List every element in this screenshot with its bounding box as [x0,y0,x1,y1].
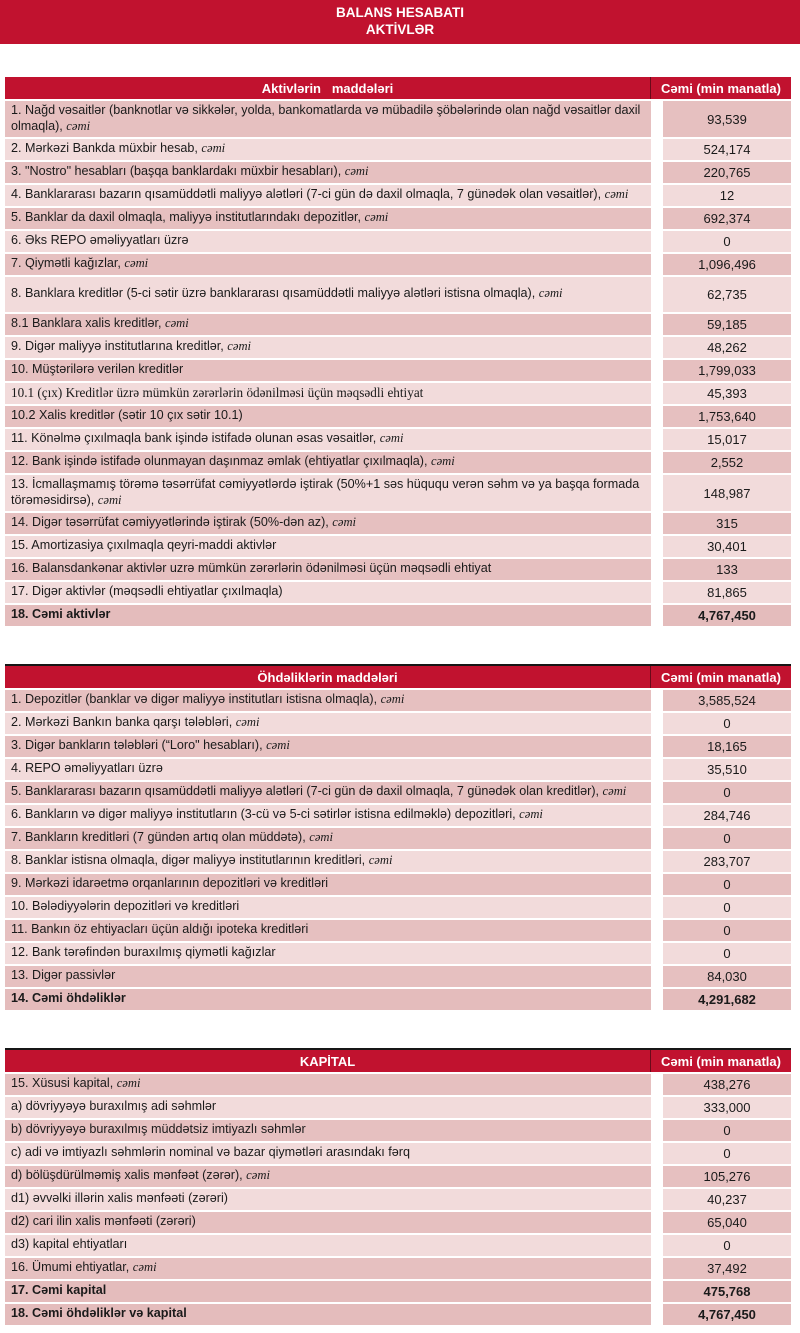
row-value: 438,276 [663,1074,791,1095]
row-value: 315 [663,513,791,534]
row-label-cell [5,1074,651,1095]
column-gap [651,101,663,137]
column-gap [651,828,663,849]
row-label-cell [5,582,651,603]
table-row [5,1258,791,1279]
row-value: 59,185 [663,314,791,335]
column-gap [651,254,663,275]
table-row [5,782,791,803]
row-label: 16. Ümumi ehtiyatlar, cəmi [11,1260,157,1275]
row-label: 1. Nağd vəsaitlər (banknotlar və sikkələr, yolda, bankomatlarda və mübadilə şöbələrində olan nağd vəsaitlər daxil olmaqla), cəmi [11,103,641,133]
column-gap [651,1166,663,1187]
row-label: 3. Digər bankların tələbləri (“Loro" hesabları), cəmi [11,738,290,753]
row-label: 15. Amortizasiya çıxılmaqla qeyri-maddi aktivlər [11,538,277,553]
row-label: 10. Bələdiyyələrin depozitləri və kreditləri [11,899,240,914]
row-label-cell [5,851,651,872]
cemi-suffix: cəmi [368,853,393,868]
table-row [5,101,791,137]
table-header-row [5,664,791,688]
table-row [5,452,791,473]
row-label-cell [5,101,651,137]
cemi-suffix: cəmi [604,187,629,202]
row-label-cell [5,1120,651,1141]
column-gap [651,851,663,872]
row-value: 30,401 [663,536,791,557]
table-row [5,185,791,206]
column-header-items: Öhdəliklərin maddələri [257,669,398,685]
row-label: 8.1 Banklara xalis kreditlər, cəmi [11,316,189,331]
table-row [5,1189,791,1210]
row-value: 0 [663,828,791,849]
row-value: 1,753,640 [663,406,791,427]
column-gap [651,536,663,557]
column-gap [651,736,663,757]
cemi-suffix: cəmi [235,715,260,730]
row-label-cell [5,536,651,557]
column-gap [651,277,663,312]
row-label: 4. REPO əməliyyatları üzrə [11,761,163,776]
row-label-cell [5,782,651,803]
table-row [5,1120,791,1141]
cemi-suffix: cəmi [602,784,627,799]
row-value: 15,017 [663,429,791,450]
column-gap [651,513,663,534]
row-label-cell [5,1166,651,1187]
column-gap [651,582,663,603]
cemi-suffix: cəmi [344,164,369,179]
table-row [5,690,791,711]
row-label-cell [5,966,651,987]
table-row [5,582,791,603]
report-title-line1: BALANS HESABATI [336,5,464,20]
row-value: 4,291,682 [663,989,791,1010]
table-liabilities [5,664,791,1010]
column-gap [651,920,663,941]
row-label: 8. Banklara kreditlər (5-ci sətir üzrə banklararası qısamüddətli maliyyə alətləri istisna olmaqla), cəmi [11,286,563,301]
row-value: 0 [663,231,791,252]
row-label: 13. Digər passivlər [11,968,116,983]
row-value: 148,987 [663,475,791,511]
row-value: 0 [663,782,791,803]
row-label-cell [5,943,651,964]
row-value: 220,765 [663,162,791,183]
column-gap [651,429,663,450]
row-label-cell [5,1097,651,1118]
column-gap [651,1189,663,1210]
row-value: 3,585,524 [663,690,791,711]
row-label-cell [5,406,651,427]
report-title-bar [0,0,800,44]
row-label: 14. Cəmi öhdəliklər [11,991,126,1006]
row-label-cell [5,429,651,450]
table-row [5,1074,791,1095]
row-label: a) dövriyyəyə buraxılmış adi səhmlər [11,1099,217,1114]
column-header-amount: Cəmi (min manatla) [661,669,781,685]
column-header-amount: Cəmi (min manatla) [661,80,781,96]
column-gap [651,605,663,626]
row-label: 10. Müştərilərə verilən kreditlər [11,362,184,377]
row-value: 2,552 [663,452,791,473]
row-value: 105,276 [663,1166,791,1187]
row-value: 0 [663,1235,791,1256]
row-value: 35,510 [663,759,791,780]
row-value: 12 [663,185,791,206]
row-label-cell [5,139,651,160]
row-label: 9. Digər maliyyə institutlarına kreditlər, cəmi [11,339,252,354]
column-gap [651,1143,663,1164]
column-gap [651,943,663,964]
row-label: 11. Bankın öz ehtiyacları üçün aldığı ipoteka kreditləri [11,922,309,937]
column-gap [651,383,663,404]
column-gap [651,360,663,381]
table-row [5,383,791,404]
column-gap [651,452,663,473]
column-gap [651,475,663,511]
cemi-suffix: cəmi [116,1076,141,1091]
row-label: 9. Mərkəzi idarəetmə orqanlarının depozitləri və kreditləri [11,876,329,891]
row-label: 2. Mərkəzi Bankda müxbir hesab, cəmi [11,141,226,156]
row-label-cell [5,1235,651,1256]
row-label-cell [5,559,651,580]
column-gap [651,713,663,734]
table-header-row [5,77,791,99]
table-row [5,314,791,335]
cemi-suffix: cəmi [124,256,149,271]
table-row [5,1212,791,1233]
row-label-cell [5,162,651,183]
row-value: 4,767,450 [663,1304,791,1325]
cemi-suffix: cəmi [309,830,334,845]
row-label: b) dövriyyəyə buraxılmış müddətsiz imtiyazlı səhmlər [11,1122,306,1137]
tables-container [0,77,800,1333]
row-label-cell [5,759,651,780]
row-label-cell [5,989,651,1010]
row-label: 18. Cəmi öhdəliklər və kapital [11,1306,187,1321]
row-label-cell [5,897,651,918]
table-row [5,943,791,964]
row-label: 15. Xüsusi kapital, cəmi [11,1076,141,1091]
column-gap [651,185,663,206]
column-gap [651,139,663,160]
row-value: 524,174 [663,139,791,160]
row-value: 48,262 [663,337,791,358]
row-value: 284,746 [663,805,791,826]
cemi-suffix: cəmi [431,454,455,469]
row-label: 7. Qiymətli kağızlar, cəmi [11,256,149,271]
table-row [5,1304,791,1325]
cemi-suffix: cəmi [132,1260,157,1275]
cemi-suffix: cəmi [201,141,226,156]
column-gap [651,208,663,229]
row-value: 0 [663,897,791,918]
row-value: 692,374 [663,208,791,229]
column-gap [651,559,663,580]
row-label-cell [5,736,651,757]
row-label-cell [5,360,651,381]
column-gap [651,805,663,826]
row-label-cell [5,513,651,534]
column-gap [651,162,663,183]
row-value: 133 [663,559,791,580]
column-gap [651,337,663,358]
row-value: 37,492 [663,1258,791,1279]
row-value: 1,096,496 [663,254,791,275]
row-label: 1. Depozitlər (banklar və digər maliyyə institutları istisna olmaqla), cəmi [11,692,405,707]
row-value: 0 [663,874,791,895]
row-label-cell [5,1143,651,1164]
column-header-items: KAPİTAL [299,1053,356,1069]
table-row [5,536,791,557]
table-row [5,605,791,626]
table-row [5,1097,791,1118]
column-gap [651,989,663,1010]
row-value: 93,539 [663,101,791,137]
row-value: 81,865 [663,582,791,603]
row-value: 333,000 [663,1097,791,1118]
row-label-cell [5,231,651,252]
row-label: 12. Bank tərəfindən buraxılmış qiymətli kağızlar [11,945,276,960]
row-label: 6. Əks REPO əməliyyatları üzrə [11,233,189,248]
row-label: d3) kapital ehtiyatları [11,1237,128,1252]
column-gap [651,231,663,252]
table-row [5,1281,791,1302]
cemi-suffix: cəmi [227,339,252,354]
row-label: 13. İcmallaşmamış törəmə təsərrüfat cəmiyyətlərdə iştirak (50%+1 səs hüququ verən səhm və ya başqa formada törəməsidirsə), cəmi [11,477,640,507]
row-label: 12. Bank işində istifadə olunmayan daşınmaz əmlak (ehtiyatlar çıxılmaqla), cəmi [11,454,455,469]
row-label-cell [5,1281,651,1302]
row-label-cell [5,337,651,358]
row-value: 18,165 [663,736,791,757]
row-value: 62,735 [663,277,791,312]
row-label: 16. Balansdankənar aktivlər uzrə mümkün zərərlərin ödənilməsi üçün məqsədli ehtiyat [11,561,492,576]
row-label-cell [5,1212,651,1233]
report-title-line2: AKTİVLƏR [365,22,435,37]
row-label: d1) əvvəlki illərin xalis mənfəəti (zərəri) [11,1191,228,1206]
row-label-cell [5,713,651,734]
row-value: 283,707 [663,851,791,872]
row-label: 8. Banklar istisna olmaqla, digər maliyyə institutlarının kreditləri, cəmi [11,853,393,868]
row-label-cell [5,1258,651,1279]
row-label-cell [5,1304,651,1325]
row-label: c) adi və imtiyazlı səhmlərin nominal və bazar qiymətləri arasındakı fərq [11,1145,410,1160]
column-gap [651,1074,663,1095]
table-row [5,874,791,895]
table-row [5,337,791,358]
row-value: 0 [663,1120,791,1141]
column-gap [651,690,663,711]
row-label: d) bölüşdürülməmiş xalis mənfəət (zərər), cəmi [11,1168,270,1183]
column-gap [651,897,663,918]
row-label: d2) cari ilin xalis mənfəəti (zərəri) [11,1214,196,1229]
row-label-cell [5,874,651,895]
cemi-suffix: cəmi [364,210,389,225]
column-gap [651,1281,663,1302]
row-value: 0 [663,713,791,734]
row-label-cell [5,452,651,473]
table-row [5,989,791,1010]
table-row [5,897,791,918]
table-assets [5,77,791,626]
cemi-suffix: cəmi [246,1168,270,1183]
cemi-suffix: cəmi [97,492,122,507]
table-row [5,1235,791,1256]
row-value: 45,393 [663,383,791,404]
table-row [5,139,791,160]
row-label: 2. Mərkəzi Bankın banka qarşı tələbləri, cəmi [11,715,260,730]
row-label: 10.2 Xalis kreditlər (sətir 10 çıx sətir 10.1) [11,408,243,423]
column-gap [651,1304,663,1325]
table-row [5,406,791,427]
row-value: 0 [663,1143,791,1164]
row-label-cell [5,277,651,312]
table-row [5,162,791,183]
table-row [5,713,791,734]
column-gap [651,1120,663,1141]
table-row [5,920,791,941]
row-label-cell [5,254,651,275]
column-gap [651,1235,663,1256]
table-row [5,429,791,450]
cemi-suffix: cəmi [538,286,563,301]
row-value: 65,040 [663,1212,791,1233]
row-label-cell [5,208,651,229]
row-label-cell [5,805,651,826]
row-label: 10.1 (çıx) Kreditlər üzrə mümkün zərərlərin ödənilməsi üçün məqsədli ehtiyat [11,385,424,401]
row-label: 18. Cəmi aktivlər [11,607,111,622]
column-gap [651,966,663,987]
row-label: 5. Banklar da daxil olmaqla, maliyyə institutlarındakı depozitlər, cəmi [11,210,389,225]
table-row [5,1143,791,1164]
cemi-suffix: cəmi [165,316,189,331]
table-capital [5,1048,791,1325]
row-label: 7. Bankların kreditləri (7 gündən artıq olan müddətə), cəmi [11,830,334,845]
table-row [5,277,791,312]
table-row [5,208,791,229]
row-value: 0 [663,943,791,964]
column-gap [651,1212,663,1233]
table-row [5,759,791,780]
table-row [5,360,791,381]
row-value: 84,030 [663,966,791,987]
column-gap [651,759,663,780]
row-label-cell [5,605,651,626]
row-value: 1,799,033 [663,360,791,381]
row-label: 17. Cəmi kapital [11,1283,107,1298]
row-value: 0 [663,920,791,941]
cemi-suffix: cəmi [266,738,290,753]
table-row [5,559,791,580]
table-row [5,254,791,275]
column-header-amount: Cəmi (min manatla) [661,1053,781,1069]
row-label-cell [5,383,651,404]
row-label-cell [5,1189,651,1210]
table-row [5,1166,791,1187]
row-value: 475,768 [663,1281,791,1302]
row-label-cell [5,185,651,206]
row-label: 3. "Nostro" hesabları (başqa banklardakı müxbir hesabları), cəmi [11,164,369,179]
row-label-cell [5,920,651,941]
cemi-suffix: cəmi [380,692,405,707]
table-row [5,851,791,872]
cemi-suffix: cəmi [332,515,357,530]
cemi-suffix: cəmi [66,118,91,133]
row-label-cell [5,828,651,849]
row-value: 40,237 [663,1189,791,1210]
cemi-suffix: cəmi [519,807,543,822]
row-label: 17. Digər aktivlər (məqsədli ehtiyatlar çıxılmaqla) [11,584,283,599]
row-label: 5. Banklararası bazarın qısamüddətli maliyyə alətləri (7-ci gün də daxil olmaqla, 7 günədək olan kreditlər), cəmi [11,784,627,799]
row-label: 4. Banklararası bazarın qısamüddətli maliyyə alətləri (7-ci gün də daxil olmaqla, 7 günədək olan vəsaitlər), cəmi [11,187,629,202]
row-label: 14. Digər təsərrüfat cəmiyyətlərində iştirak (50%-dən az), cəmi [11,515,357,530]
column-gap [651,1097,663,1118]
table-header-row [5,1048,791,1072]
row-label-cell [5,475,651,511]
cemi-suffix: cəmi [379,431,404,446]
table-row [5,736,791,757]
table-row [5,828,791,849]
table-row [5,513,791,534]
column-header-items: Aktivlərin maddələri [261,80,394,96]
row-label: 11. Könəlmə çıxılmaqla bank işində istifadə olunan əsas vəsaitlər, cəmi [11,431,404,446]
row-value: 4,767,450 [663,605,791,626]
column-gap [651,314,663,335]
column-gap [651,406,663,427]
column-gap [651,874,663,895]
table-row [5,805,791,826]
table-row [5,231,791,252]
table-row [5,966,791,987]
row-label: 6. Bankların və digər maliyyə institutların (3-cü və 5-ci sətirlər istisna edilməklə) depozitləri, cəmi [11,807,543,822]
row-label-cell [5,690,651,711]
table-row [5,475,791,511]
row-label-cell [5,314,651,335]
column-gap [651,782,663,803]
column-gap [651,1258,663,1279]
